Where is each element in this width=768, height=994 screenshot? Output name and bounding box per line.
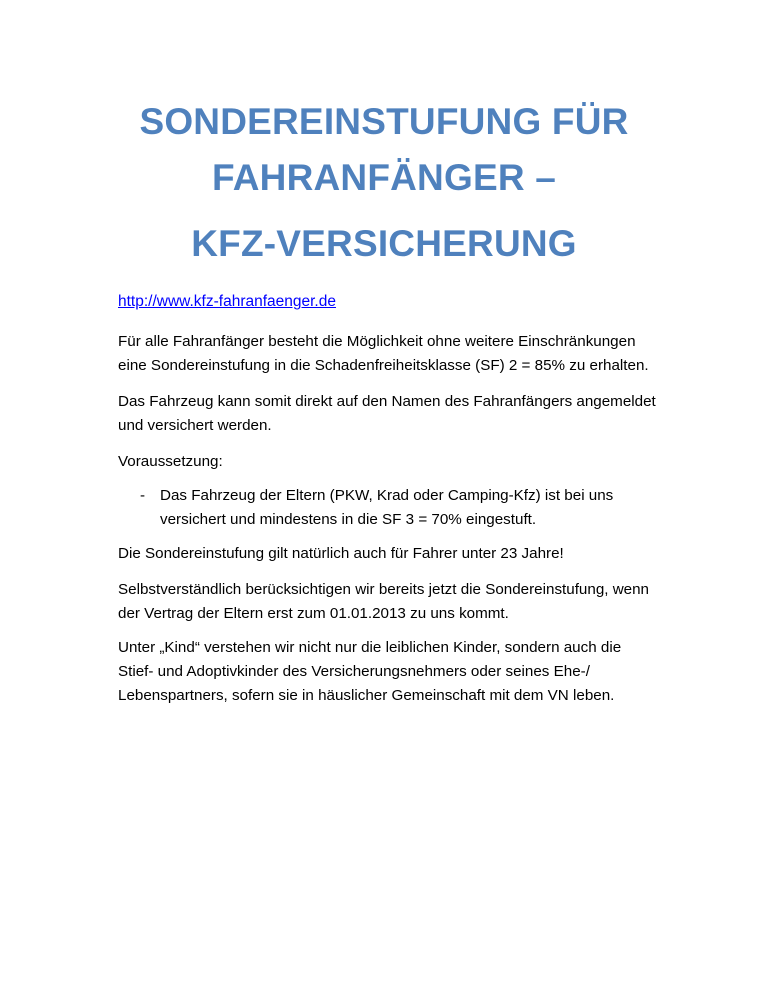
prerequisite-label: Voraussetzung: <box>118 453 223 470</box>
paragraph-5-line-1: Unter „Kind“ verstehen wir nicht nur die leiblichen Kinder, sondern auch die <box>118 639 622 656</box>
paragraph-1-line-1: Für alle Fahranfänger besteht die Möglichkeit ohne weitere Einschränkungen <box>118 333 636 350</box>
bullet-dash: - <box>140 487 146 504</box>
paragraph-5 <box>118 636 678 708</box>
link-line <box>118 290 678 314</box>
paragraph-1-line-2: eine Sondereinstufung in die Schadenfreiheitsklasse (SF) 2 = 85% zu erhalten. <box>118 357 649 374</box>
paragraph-2-line-1: Das Fahrzeug kann somit direkt auf den Namen des Fahranfängers angemeldet <box>118 393 656 410</box>
paragraph-4-line-1: Selbstverständlich berücksichtigen wir bereits jetzt die Sondereinstufung, wenn <box>118 581 650 598</box>
paragraph-2 <box>118 390 678 438</box>
website-link[interactable]: http://www.kfz-fahranfaenger.de <box>118 293 336 310</box>
title-line-1: SONDEREINSTUFUNG FÜR <box>139 101 629 142</box>
paragraph-4-line-2: der Vertrag der Eltern erst zum 01.01.2013 zu uns kommt. <box>118 605 509 622</box>
bullet-text <box>160 484 660 532</box>
paragraph-2-line-2: und versichert werden. <box>118 417 272 434</box>
title-line-3: KFZ-VERSICHERUNG <box>191 223 577 264</box>
paragraph-5-line-2: Stief- und Adoptivkinder des Versicherungsnehmers oder seines Ehe-/ <box>118 663 590 680</box>
title-line-2: FAHRANFÄNGER – <box>211 157 557 198</box>
paragraph-3: Die Sondereinstufung gilt natürlich auch für Fahrer unter 23 Jahre! <box>118 545 564 562</box>
bullet-line-1: Das Fahrzeug der Eltern (PKW, Krad oder Camping-Kfz) ist bei uns <box>160 487 614 504</box>
paragraph-1 <box>118 330 678 378</box>
bullet-line-2: versichert und mindestens in die SF 3 = 70% eingestuft. <box>160 511 537 528</box>
paragraph-4 <box>118 578 678 626</box>
paragraph-5-line-3: Lebenspartners, sofern sie in häuslicher Gemeinschaft mit dem VN leben. <box>118 687 615 704</box>
